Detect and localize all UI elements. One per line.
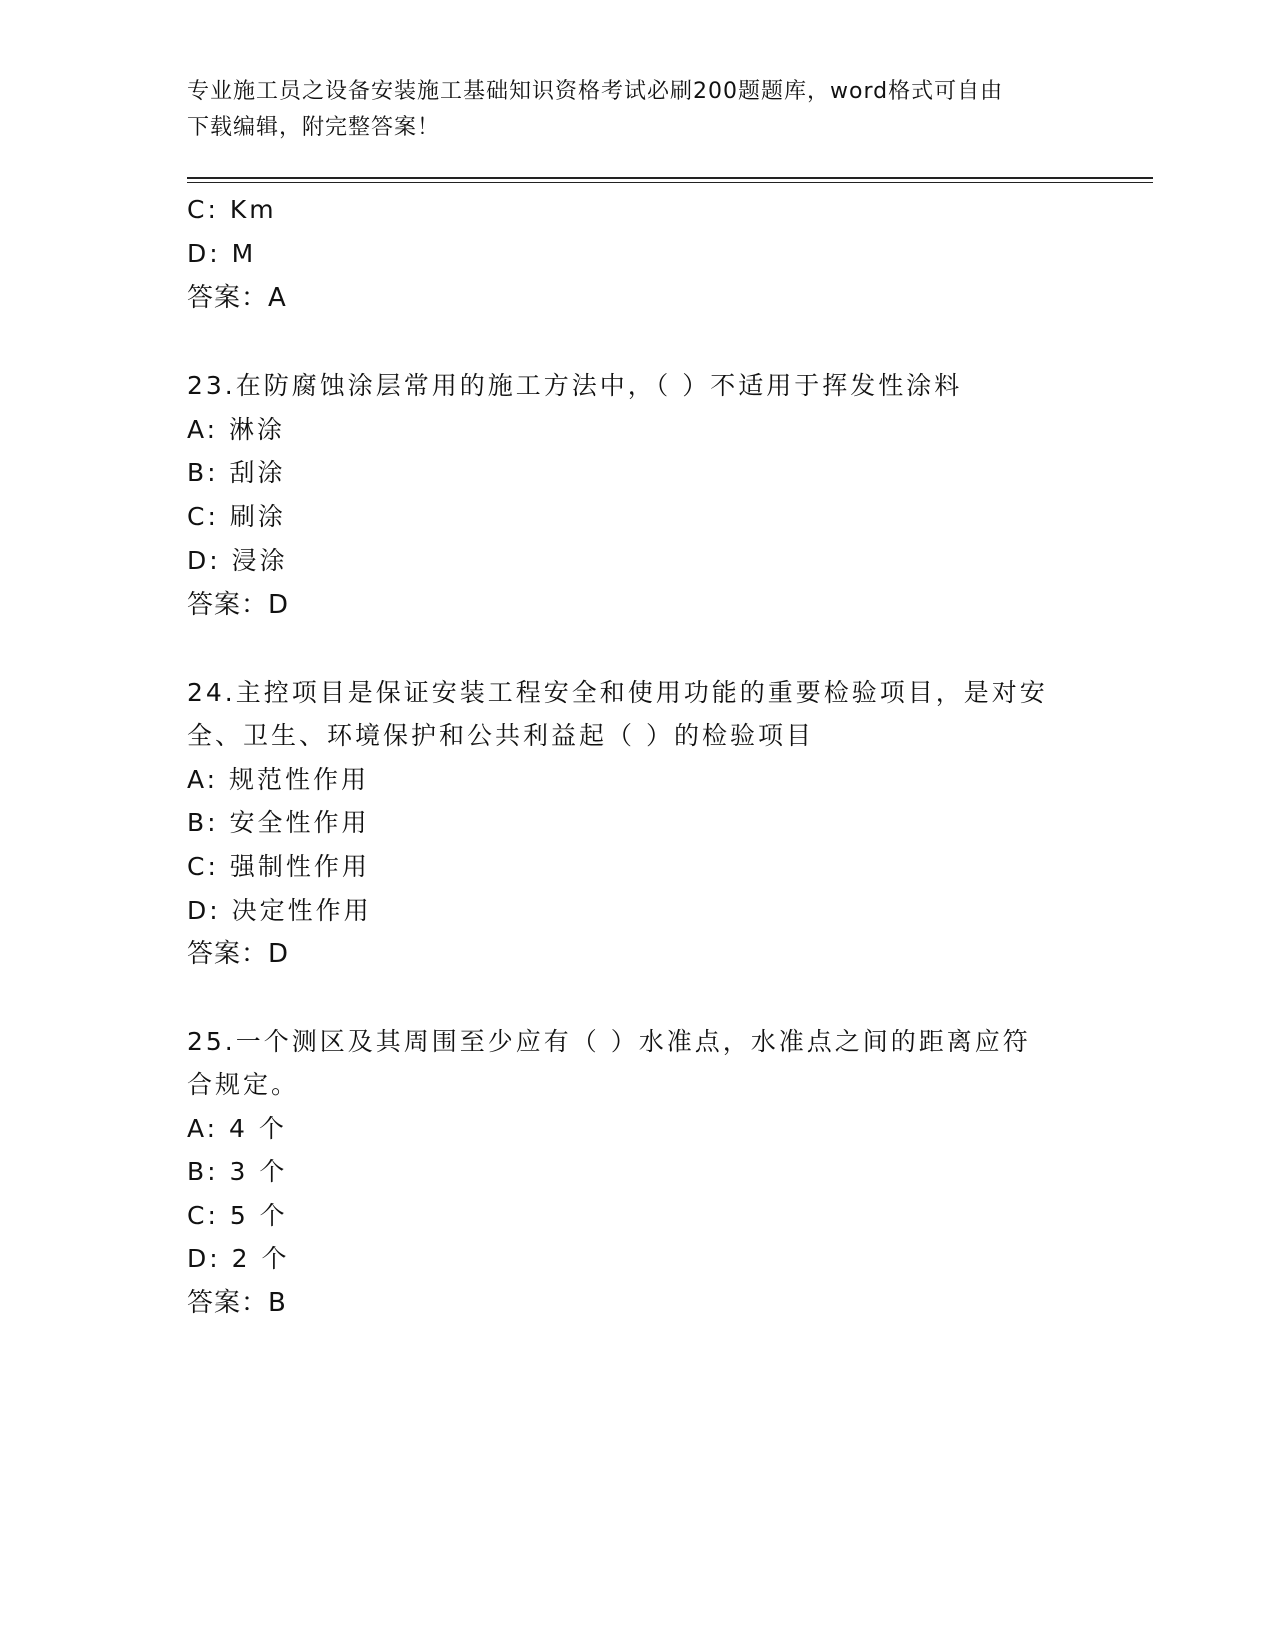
q25-answer: 答案：B	[187, 1288, 287, 1318]
q24-answer: 答案：D	[187, 939, 290, 969]
q25-option-c: C: 5 个	[187, 1201, 288, 1230]
q24-option-c: C: 强制性作用	[187, 852, 370, 881]
q24-stem-line-1: 24.主控项目是保证安装工程安全和使用功能的重要检验项目，是对安	[187, 678, 1048, 707]
q23-option-d: D: 浸涂	[187, 546, 288, 575]
header-line-2: 下载编辑，附完整答案！	[187, 115, 441, 140]
q25-option-b: B: 3 个	[187, 1157, 288, 1186]
q23-answer: 答案：D	[187, 590, 290, 620]
q24-stem-line-2: 全、卫生、环境保护和公共利益起（ ）的检验项目	[187, 721, 814, 750]
q25-stem-line-2: 合规定。	[187, 1070, 300, 1099]
header-divider-thick	[187, 177, 1153, 179]
q22-answer: 答案：A	[187, 283, 287, 313]
q24-option-b: B: 安全性作用	[187, 808, 370, 837]
q23-option-b: B: 刮涂	[187, 458, 286, 487]
header-divider-thin	[187, 182, 1153, 183]
q25-option-d: D: 2 个	[187, 1244, 290, 1273]
q24-option-a: A: 规范性作用	[187, 765, 370, 794]
header-line-1: 专业施工员之设备安装施工基础知识资格考试必刷200题题库，word格式可自由	[187, 79, 1004, 104]
q23-stem: 23.在防腐蚀涂层常用的施工方法中，（ ）不适用于挥发性涂料	[187, 371, 963, 400]
document-header	[187, 74, 1087, 146]
q22-option-c: C: Km	[187, 195, 277, 224]
q25-option-a: A: 4 个	[187, 1114, 287, 1143]
q22-option-d: D: M	[187, 239, 257, 268]
q23-option-a: A: 淋涂	[187, 415, 286, 444]
q24-option-d: D: 决定性作用	[187, 896, 372, 925]
q23-option-c: C: 刷涂	[187, 502, 286, 531]
q25-stem-line-1: 25.一个测区及其周围至少应有（ ）水准点，水准点之间的距离应符	[187, 1027, 1031, 1056]
